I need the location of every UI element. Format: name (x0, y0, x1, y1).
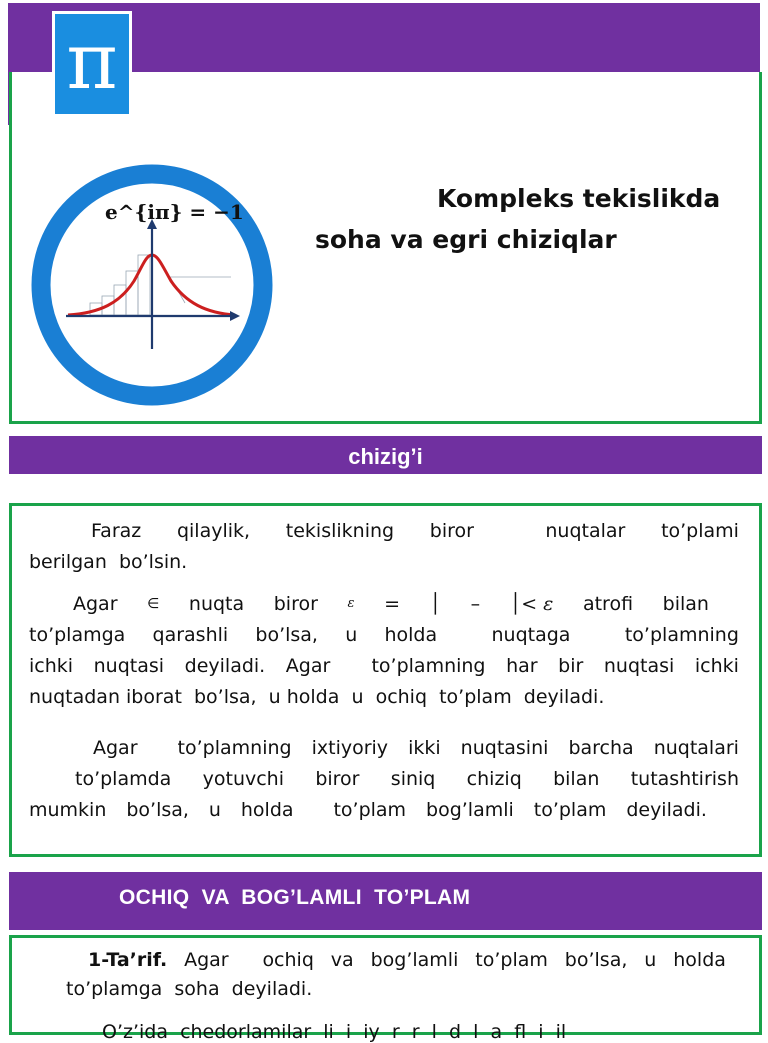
euler-emblem (30, 163, 274, 407)
section-bar-2-label: OCHIQ VA BOG’LAMLI TO’PLAM (119, 886, 471, 909)
euler-formula: e^{iπ} = −1 (105, 200, 244, 224)
p3-line-2: to’plamda yotuvchi biror siniq chiziq bilan tutashtirish (75, 767, 739, 790)
pi-icon: π (66, 17, 118, 107)
p2-line-2: to’plamga qarashli bo’lsa, u holda nuqtaga to’plamning (29, 623, 739, 646)
definition-term: 1-Ta’rif. (88, 948, 168, 971)
section-bar-open-connected-set (9, 872, 762, 930)
page-title (300, 178, 740, 260)
p2-line-1: Agar ∈ nuqta biror ε = │ – │< ε atrofi bilan (73, 592, 709, 615)
p1-line-2: berilgan bo’lsin. (29, 550, 188, 573)
title-line-1: Kompleks tekislikda (437, 184, 721, 213)
p3-line-1: Agar to’plamning ixtiyoriy ikki nuqtasini barcha nuqtalari (93, 736, 739, 759)
definition-1 (66, 944, 726, 1043)
p2-line-4: nuqtadan iborat bo’lsa, u holda u ochiq to’plam deyiladi. (29, 685, 605, 708)
p2-line-3: ichki nuqtasi deyiladi. Agar to’plamning har bir nuqtasi ichki (29, 654, 739, 677)
title-line-2: soha va egri chiziqlar (315, 225, 617, 254)
paragraph-2 (29, 588, 739, 712)
section-bar-curve (9, 436, 762, 474)
p1-line-1: Faraz qilaylik, tekislikning biror nuqtalar to’plami (91, 519, 739, 542)
def1-line-2: to’plamga soha deyiladi. (66, 978, 313, 1000)
section-bar-label: chizig’i (348, 444, 423, 469)
def1-line-3-cut: O’z’ida chedorlamilar li i iy r r l d l a fl i il (102, 1021, 567, 1043)
paragraph-1 (29, 515, 739, 577)
p3-line-3: mumkin bo’lsa, u holda to’plam bog’lamli to’plam deyiladi. (29, 798, 707, 821)
def1-line-1: 1-Ta’rif. Agar ochiq va bog’lamli to’plam bo’lsa, u holda (88, 948, 726, 971)
paragraph-3 (29, 732, 739, 825)
pi-logo (52, 11, 132, 117)
